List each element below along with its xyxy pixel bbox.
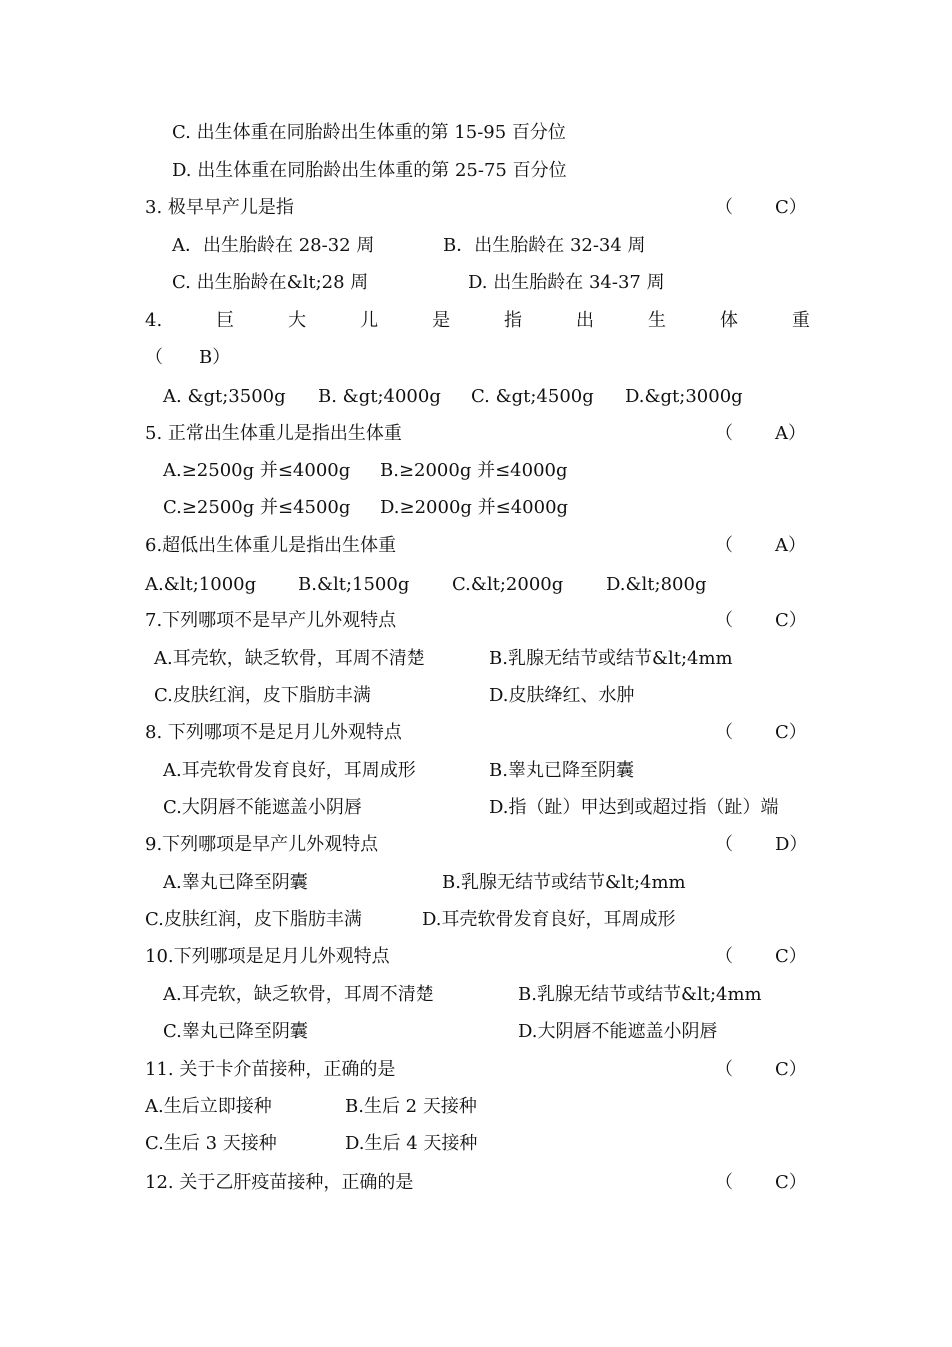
option-text: C.生后 3 天接种 <box>145 1133 277 1154</box>
option-text: D.指（趾）甲达到或超过指（趾）端 <box>489 797 779 818</box>
option-text: A.&lt;1000g <box>145 574 257 595</box>
answer-marker: （ C） <box>715 1059 807 1080</box>
option-text: B.&lt;1500g <box>298 574 410 595</box>
option-text: B.乳腺无结节或结节&lt;4mm <box>442 872 686 893</box>
option-text: D.&gt;3000g <box>625 386 743 407</box>
question-text: 12. 关于乙肝疫苗接种，正确的是 <box>145 1172 414 1193</box>
option-text: B.≥2000g 并≤4000g <box>380 460 568 481</box>
option-text: B.生后 2 天接种 <box>345 1096 477 1117</box>
question-text: 10.下列哪项是足月儿外观特点 <box>145 946 390 967</box>
option-text: C.≥2500g 并≤4500g <box>163 497 351 518</box>
answer-marker: （ B） <box>145 347 231 368</box>
option-text: C. 出生体重在同胎龄出生体重的第 15-95 百分位 <box>172 122 566 143</box>
option-text: A.耳壳软骨发育良好，耳周成形 <box>163 760 416 781</box>
option-text: D. 出生体重在同胎龄出生体重的第 25-75 百分位 <box>172 160 567 181</box>
option-text: B.乳腺无结节或结节&lt;4mm <box>518 984 762 1005</box>
option-text: D.大阴唇不能遮盖小阴唇 <box>518 1021 718 1042</box>
option-text: D.皮肤绛红、水肿 <box>489 685 635 706</box>
answer-marker: （ C） <box>715 722 807 743</box>
option-text: A.耳壳软，缺乏软骨，耳周不清楚 <box>163 984 434 1005</box>
question-text: 6.超低出生体重儿是指出生体重 <box>145 535 397 556</box>
answer-marker: （ C） <box>715 1172 807 1193</box>
answer-marker: （ A） <box>715 535 806 556</box>
option-text: A.耳壳软，缺乏软骨，耳周不清楚 <box>154 648 425 669</box>
option-text: C. 出生胎龄在&lt;28 周 <box>172 272 369 293</box>
option-text: B．出生胎龄在 32-34 周 <box>443 235 646 256</box>
question-text: 9.下列哪项是早产儿外观特点 <box>145 834 379 855</box>
option-text: A.≥2500g 并≤4000g <box>163 460 351 481</box>
option-text: B.乳腺无结节或结节&lt;4mm <box>489 648 733 669</box>
option-text: C.皮肤红润，皮下脂肪丰满 <box>154 685 371 706</box>
question-text: 7.下列哪项不是早产儿外观特点 <box>145 610 397 631</box>
option-text: D.生后 4 天接种 <box>345 1133 478 1154</box>
question-text: 8. 下列哪项不是足月儿外观特点 <box>145 722 402 743</box>
option-text: C. &gt;4500g <box>471 386 594 407</box>
option-text: C.睾丸已降至阴囊 <box>163 1021 308 1042</box>
option-text: D.≥2000g 并≤4000g <box>380 497 569 518</box>
option-text: B. &gt;4000g <box>318 386 441 407</box>
option-text: B.睾丸已降至阴囊 <box>489 760 634 781</box>
question-text: 11. 关于卡介苗接种，正确的是 <box>145 1059 396 1080</box>
answer-marker: （ C） <box>715 946 807 967</box>
option-text: C.皮肤红润，皮下脂肪丰满 <box>145 909 362 930</box>
option-text: A.睾丸已降至阴囊 <box>163 872 308 893</box>
answer-marker: （ A） <box>715 423 806 444</box>
option-text: A．出生胎龄在 28-32 周 <box>172 235 375 256</box>
answer-marker: （ C） <box>715 610 807 631</box>
option-text: C.大阴唇不能遮盖小阴唇 <box>163 797 362 818</box>
option-text: D.耳壳软骨发育良好，耳周成形 <box>422 909 676 930</box>
question-text-justified: 4. 巨 大 儿 是 指 出 生 体 重 <box>145 310 810 331</box>
question-text: 5. 正常出生体重儿是指出生体重 <box>145 423 402 444</box>
option-text: D.&lt;800g <box>606 574 707 595</box>
option-text: C.&lt;2000g <box>452 574 564 595</box>
option-text: A. &gt;3500g <box>163 386 286 407</box>
option-text: D. 出生胎龄在 34-37 周 <box>468 272 665 293</box>
question-text: 3. 极早早产儿是指 <box>145 197 294 218</box>
answer-marker: （ D） <box>715 834 808 855</box>
answer-marker: （ C） <box>715 197 807 218</box>
option-text: A.生后立即接种 <box>145 1096 272 1117</box>
